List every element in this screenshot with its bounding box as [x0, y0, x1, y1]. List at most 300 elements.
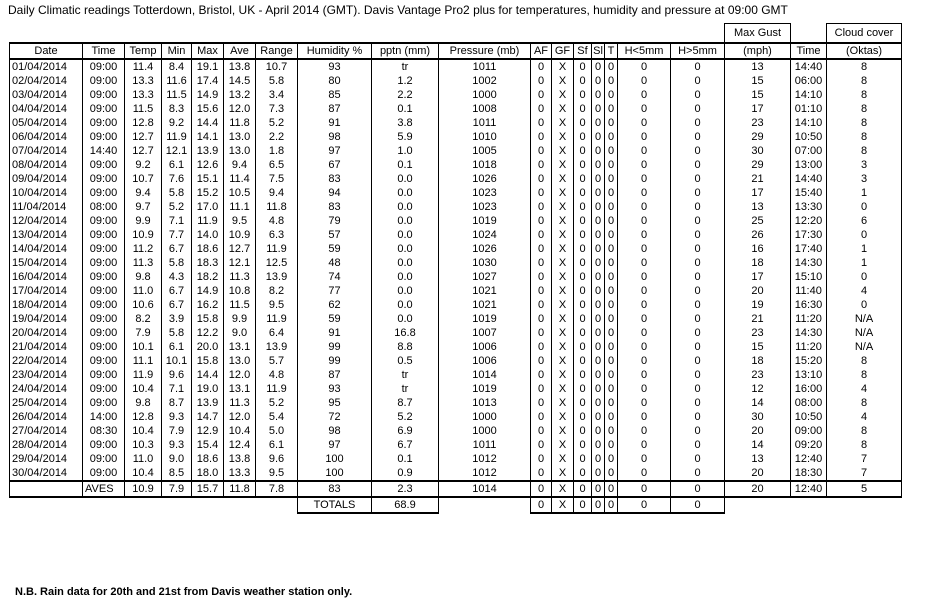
- table-cell: 1024: [439, 228, 531, 242]
- table-cell: 0: [671, 382, 725, 396]
- table-cell: 10.4: [125, 466, 162, 481]
- table-cell: 09:00: [83, 130, 125, 144]
- table-cell: X: [552, 172, 574, 186]
- table-cell: 0: [671, 172, 725, 186]
- table-cell: 17: [725, 102, 791, 116]
- table-cell: 79: [298, 214, 372, 228]
- table-cell: 13.0: [224, 144, 256, 158]
- table-row: [10, 340, 902, 354]
- table-cell: 0: [592, 130, 605, 144]
- table-cell: 1023: [439, 186, 531, 200]
- table-cell: 08:30: [83, 424, 125, 438]
- column-header: Ave: [224, 43, 256, 59]
- table-cell: 0: [671, 270, 725, 284]
- table-cell: 17:40: [791, 242, 827, 256]
- table-row: [10, 158, 902, 172]
- table-cell: 0: [605, 452, 618, 466]
- table-cell: 9.5: [256, 466, 298, 481]
- table-cell: 18: [725, 354, 791, 368]
- table-cell: 0: [618, 59, 671, 74]
- table-cell: 0: [574, 326, 592, 340]
- table-cell: 9.0: [224, 326, 256, 340]
- table-cell: 0: [531, 438, 552, 452]
- table-cell: 0: [671, 242, 725, 256]
- table-cell: 28/04/2014: [10, 438, 83, 452]
- table-cell: 18.0: [192, 466, 224, 481]
- table-cell: 07:00: [791, 144, 827, 158]
- table-cell: 11.9: [162, 130, 192, 144]
- table-cell: 0: [574, 312, 592, 326]
- table-cell: 18.6: [192, 452, 224, 466]
- table-cell: 62: [298, 298, 372, 312]
- table-cell: 99: [298, 354, 372, 368]
- table-cell: 5.8: [162, 256, 192, 270]
- table-cell: 29: [725, 158, 791, 172]
- table-cell: 0: [574, 214, 592, 228]
- table-cell: 0: [605, 186, 618, 200]
- table-cell: 15: [725, 340, 791, 354]
- table-cell: 8: [827, 144, 902, 158]
- table-cell: 14.9: [192, 284, 224, 298]
- table-cell: 09/04/2014: [10, 172, 83, 186]
- table-cell: 0: [592, 186, 605, 200]
- table-row: [10, 116, 902, 130]
- table-cell: 14:30: [791, 326, 827, 340]
- table-cell: 14.4: [192, 368, 224, 382]
- table-cell: 0: [592, 200, 605, 214]
- table-cell: 9.2: [162, 116, 192, 130]
- table-cell: 0: [605, 368, 618, 382]
- table-cell: 09:00: [83, 74, 125, 88]
- table-cell: 0: [605, 144, 618, 158]
- table-cell: 0: [592, 326, 605, 340]
- table-cell: 12.4: [224, 438, 256, 452]
- table-cell: 09:00: [83, 59, 125, 74]
- table-cell: 08:00: [83, 200, 125, 214]
- table-cell: 13:10: [791, 368, 827, 382]
- table-cell: 10.4: [125, 382, 162, 396]
- table-cell: 59: [298, 312, 372, 326]
- table-cell: 8: [827, 88, 902, 102]
- table-cell: X: [552, 326, 574, 340]
- table-cell: 0: [671, 312, 725, 326]
- table-cell: 0: [574, 59, 592, 74]
- table-cell: 1030: [439, 256, 531, 270]
- table-cell: 13.9: [192, 144, 224, 158]
- table-cell: 09:00: [83, 438, 125, 452]
- table-cell: 15:40: [791, 186, 827, 200]
- table-cell: 0: [671, 158, 725, 172]
- table-cell: 1000: [439, 410, 531, 424]
- table-cell: 4.8: [256, 368, 298, 382]
- table-cell: 05/04/2014: [10, 116, 83, 130]
- table-cell: 0: [574, 354, 592, 368]
- table-cell: 0: [671, 88, 725, 102]
- table-cell: 5.2: [256, 116, 298, 130]
- table-cell: 99: [298, 340, 372, 354]
- table-cell: 57: [298, 228, 372, 242]
- table-cell: X: [552, 270, 574, 284]
- table-cell: 5.8: [256, 74, 298, 88]
- table-cell: 0.0: [372, 200, 439, 214]
- table-row: [10, 172, 902, 186]
- table-cell: 10.3: [125, 438, 162, 452]
- table-cell: 10.9: [224, 228, 256, 242]
- table-cell: X: [552, 186, 574, 200]
- table-cell: X: [552, 410, 574, 424]
- table-cell: 9.2: [125, 158, 162, 172]
- table-cell: 15.8: [192, 312, 224, 326]
- table-cell: 0: [592, 452, 605, 466]
- table-cell: 1006: [439, 340, 531, 354]
- table-cell: 1021: [439, 298, 531, 312]
- table-cell: 8.4: [162, 59, 192, 74]
- table-cell: X: [552, 424, 574, 438]
- column-header: Min: [162, 43, 192, 59]
- table-cell: 23: [725, 116, 791, 130]
- table-cell: X: [552, 438, 574, 452]
- table-cell: 11.8: [224, 116, 256, 130]
- table-cell: X: [552, 466, 574, 481]
- table-cell: 0: [671, 59, 725, 74]
- column-header: Humidity %: [298, 43, 372, 59]
- table-cell: 12.8: [125, 116, 162, 130]
- table-cell: 0.0: [372, 228, 439, 242]
- table-cell: X: [552, 368, 574, 382]
- table-cell: 18.2: [192, 270, 224, 284]
- table-cell: 0.0: [372, 298, 439, 312]
- table-cell: 1.8: [256, 144, 298, 158]
- table-cell: 6.1: [256, 438, 298, 452]
- table-row: [10, 452, 902, 466]
- table-cell: 1.2: [372, 74, 439, 88]
- table-cell: 3: [827, 172, 902, 186]
- table-cell: 0.0: [372, 172, 439, 186]
- table-row: [10, 424, 902, 438]
- table-cell: 14: [725, 438, 791, 452]
- table-cell: 0: [671, 130, 725, 144]
- table-row: [10, 256, 902, 270]
- table-cell: 09:00: [791, 424, 827, 438]
- averages-cell: 15.7: [192, 481, 224, 497]
- table-cell: 0: [531, 396, 552, 410]
- table-row: [10, 59, 902, 74]
- table-cell: 0: [827, 270, 902, 284]
- table-cell: 9.9: [125, 214, 162, 228]
- table-cell: 1027: [439, 270, 531, 284]
- climate-table: [9, 23, 902, 514]
- table-cell: 12:20: [791, 214, 827, 228]
- table-cell: 1: [827, 186, 902, 200]
- table-cell: 80: [298, 74, 372, 88]
- table-cell: 0: [592, 102, 605, 116]
- table-cell: 09:00: [83, 284, 125, 298]
- table-cell: X: [552, 200, 574, 214]
- table-cell: 83: [298, 200, 372, 214]
- table-cell: 0.0: [372, 284, 439, 298]
- totals-spacer: [10, 497, 298, 513]
- table-cell: 0: [574, 452, 592, 466]
- table-row: [10, 312, 902, 326]
- table-cell: 09:00: [83, 452, 125, 466]
- table-cell: 13: [725, 59, 791, 74]
- table-cell: 8: [827, 130, 902, 144]
- table-cell: 0: [592, 284, 605, 298]
- table-cell: 0: [605, 116, 618, 130]
- table-cell: 1002: [439, 74, 531, 88]
- table-cell: X: [552, 102, 574, 116]
- table-cell: 16/04/2014: [10, 270, 83, 284]
- table-cell: 0: [618, 326, 671, 340]
- table-cell: 0: [605, 354, 618, 368]
- table-cell: 10/04/2014: [10, 186, 83, 200]
- table-row: [10, 88, 902, 102]
- table-cell: 6.5: [256, 158, 298, 172]
- table-cell: 0: [618, 74, 671, 88]
- table-cell: 09:00: [83, 242, 125, 256]
- table-cell: 72: [298, 410, 372, 424]
- table-cell: 09:00: [83, 228, 125, 242]
- page-title: Daily Climatic readings Totterdown, Bristol, UK - April 2014 (GMT). Davis Vantage Pro2 plus for temperatures, humidity and pressure at 09:00 GMT: [8, 3, 788, 17]
- table-cell: 0: [618, 270, 671, 284]
- table-cell: X: [552, 228, 574, 242]
- averages-cell: 0: [605, 481, 618, 497]
- table-cell: 0: [671, 466, 725, 481]
- table-cell: 13.2: [224, 88, 256, 102]
- table-cell: 0.0: [372, 256, 439, 270]
- table-cell: 0: [605, 298, 618, 312]
- table-cell: 0: [618, 214, 671, 228]
- table-cell: X: [552, 340, 574, 354]
- table-cell: 7.9: [125, 326, 162, 340]
- table-cell: 0: [618, 116, 671, 130]
- table-row: [10, 144, 902, 158]
- table-cell: 14:10: [791, 116, 827, 130]
- table-cell: 9.6: [162, 368, 192, 382]
- table-cell: 29/04/2014: [10, 452, 83, 466]
- table-cell: 8: [827, 438, 902, 452]
- table-cell: 0: [531, 326, 552, 340]
- table-cell: 0: [574, 242, 592, 256]
- table-cell: 0: [531, 284, 552, 298]
- table-cell: 0: [531, 88, 552, 102]
- averages-cell: 7.8: [256, 481, 298, 497]
- table-cell: 0: [592, 214, 605, 228]
- table-cell: 0: [592, 298, 605, 312]
- averages-cell: 83: [298, 481, 372, 497]
- table-cell: 1007: [439, 326, 531, 340]
- table-cell: 0: [671, 452, 725, 466]
- table-cell: 14/04/2014: [10, 242, 83, 256]
- table-cell: 17/04/2014: [10, 284, 83, 298]
- table-cell: 8.5: [162, 466, 192, 481]
- column-header: Temp: [125, 43, 162, 59]
- table-cell: X: [552, 130, 574, 144]
- totals-pptn: 68.9: [372, 497, 439, 513]
- table-cell: 16:30: [791, 298, 827, 312]
- table-cell: 17: [725, 270, 791, 284]
- table-cell: 0: [618, 382, 671, 396]
- table-cell: 13.9: [256, 340, 298, 354]
- table-cell: 8: [827, 396, 902, 410]
- table-cell: 98: [298, 424, 372, 438]
- totals-cell: 0: [618, 497, 671, 513]
- table-cell: 0: [618, 312, 671, 326]
- table-cell: 7.3: [256, 102, 298, 116]
- table-cell: 09:00: [83, 312, 125, 326]
- table-cell: 17.0: [192, 200, 224, 214]
- table-cell: 12.7: [125, 144, 162, 158]
- table-cell: 0: [531, 368, 552, 382]
- table-cell: 0: [574, 284, 592, 298]
- table-cell: 14:40: [791, 172, 827, 186]
- table-cell: 0: [827, 200, 902, 214]
- table-cell: 13.1: [224, 382, 256, 396]
- table-cell: 13.3: [125, 74, 162, 88]
- table-cell: 20: [725, 466, 791, 481]
- table-cell: 1008: [439, 102, 531, 116]
- table-cell: 11.0: [125, 452, 162, 466]
- table-cell: 15: [725, 88, 791, 102]
- table-cell: 0: [592, 270, 605, 284]
- table-cell: 5.0: [256, 424, 298, 438]
- table-cell: 1011: [439, 59, 531, 74]
- table-cell: 0: [592, 59, 605, 74]
- table-cell: 15/04/2014: [10, 256, 83, 270]
- table-cell: 11.5: [162, 88, 192, 102]
- table-cell: 0: [605, 130, 618, 144]
- table-cell: 7: [827, 466, 902, 481]
- table-row: [10, 242, 902, 256]
- table-cell: 0: [605, 466, 618, 481]
- table-cell: 15.1: [192, 172, 224, 186]
- table-cell: 1006: [439, 354, 531, 368]
- table-cell: 0: [531, 410, 552, 424]
- table-cell: 1000: [439, 424, 531, 438]
- table-cell: 0: [592, 466, 605, 481]
- table-cell: 2.2: [256, 130, 298, 144]
- table-cell: 0: [531, 340, 552, 354]
- table-cell: N/A: [827, 340, 902, 354]
- table-cell: 12.5: [256, 256, 298, 270]
- table-cell: 8: [827, 74, 902, 88]
- table-cell: 0.5: [372, 354, 439, 368]
- table-cell: 6.7: [372, 438, 439, 452]
- table-cell: 5.7: [256, 354, 298, 368]
- table-cell: 11.3: [125, 256, 162, 270]
- table-cell: 0: [605, 340, 618, 354]
- table-cell: 14:00: [83, 410, 125, 424]
- table-cell: 0: [618, 256, 671, 270]
- table-cell: 11.4: [125, 59, 162, 74]
- table-cell: 8: [827, 354, 902, 368]
- table-cell: 7: [827, 452, 902, 466]
- table-cell: 0: [618, 242, 671, 256]
- table-cell: 0: [531, 214, 552, 228]
- averages-cell: 7.9: [162, 481, 192, 497]
- table-cell: 0.0: [372, 214, 439, 228]
- table-cell: 15.2: [192, 186, 224, 200]
- averages-cell: 11.8: [224, 481, 256, 497]
- table-cell: 10.7: [125, 172, 162, 186]
- cloud-cover-header: Cloud cover: [827, 24, 902, 44]
- table-cell: 0: [574, 368, 592, 382]
- table-cell: 09:00: [83, 116, 125, 130]
- table-cell: 8: [827, 116, 902, 130]
- table-cell: 0: [531, 256, 552, 270]
- table-cell: 13:30: [791, 200, 827, 214]
- table-cell: 1011: [439, 438, 531, 452]
- table-cell: 0: [574, 298, 592, 312]
- table-cell: 30: [725, 410, 791, 424]
- table-cell: 18.3: [192, 256, 224, 270]
- table-cell: 12.7: [125, 130, 162, 144]
- table-cell: 11.5: [125, 102, 162, 116]
- averages-cell: 10.9: [125, 481, 162, 497]
- table-cell: X: [552, 214, 574, 228]
- table-cell: 0: [605, 228, 618, 242]
- column-header: Pressure (mb): [439, 43, 531, 59]
- table-cell: 09:00: [83, 88, 125, 102]
- table-cell: 0.1: [372, 102, 439, 116]
- table-cell: X: [552, 396, 574, 410]
- table-cell: 8: [827, 368, 902, 382]
- table-cell: 93: [298, 59, 372, 74]
- table-cell: 09:00: [83, 466, 125, 481]
- table-cell: X: [552, 59, 574, 74]
- table-cell: 14:40: [791, 59, 827, 74]
- table-cell: 11.9: [256, 312, 298, 326]
- table-cell: 11.3: [224, 270, 256, 284]
- table-cell: 7.6: [162, 172, 192, 186]
- table-cell: 0: [618, 228, 671, 242]
- table-cell: 4.8: [256, 214, 298, 228]
- table-cell: 7.1: [162, 382, 192, 396]
- table-cell: tr: [372, 382, 439, 396]
- table-cell: 12.7: [224, 242, 256, 256]
- table-cell: 17: [725, 186, 791, 200]
- table-cell: 6.3: [256, 228, 298, 242]
- table-cell: 8.7: [372, 396, 439, 410]
- table-cell: 7.1: [162, 214, 192, 228]
- table-cell: 22/04/2014: [10, 354, 83, 368]
- table-cell: 18.6: [192, 242, 224, 256]
- table-cell: 7.9: [162, 424, 192, 438]
- table-cell: 85: [298, 88, 372, 102]
- table-cell: 0.0: [372, 312, 439, 326]
- table-cell: 12.0: [224, 368, 256, 382]
- table-cell: 6.1: [162, 158, 192, 172]
- table-cell: 09:00: [83, 368, 125, 382]
- table-cell: 0: [671, 74, 725, 88]
- footnote: N.B. Rain data for 20th and 21st from Davis weather station only.: [15, 586, 353, 598]
- table-row: [10, 284, 902, 298]
- table-cell: 20: [725, 424, 791, 438]
- table-cell: 8.3: [162, 102, 192, 116]
- table-cell: 0: [618, 144, 671, 158]
- table-cell: 0: [618, 452, 671, 466]
- table-cell: 0: [531, 228, 552, 242]
- table-cell: 0: [605, 438, 618, 452]
- table-cell: 0: [531, 312, 552, 326]
- averages-cell: X: [552, 481, 574, 497]
- averages-cell: 12:40: [791, 481, 827, 497]
- table-cell: 13.0: [224, 354, 256, 368]
- table-cell: 18/04/2014: [10, 298, 83, 312]
- table-cell: 11.1: [224, 200, 256, 214]
- table-cell: 20.0: [192, 340, 224, 354]
- table-cell: 16.2: [192, 298, 224, 312]
